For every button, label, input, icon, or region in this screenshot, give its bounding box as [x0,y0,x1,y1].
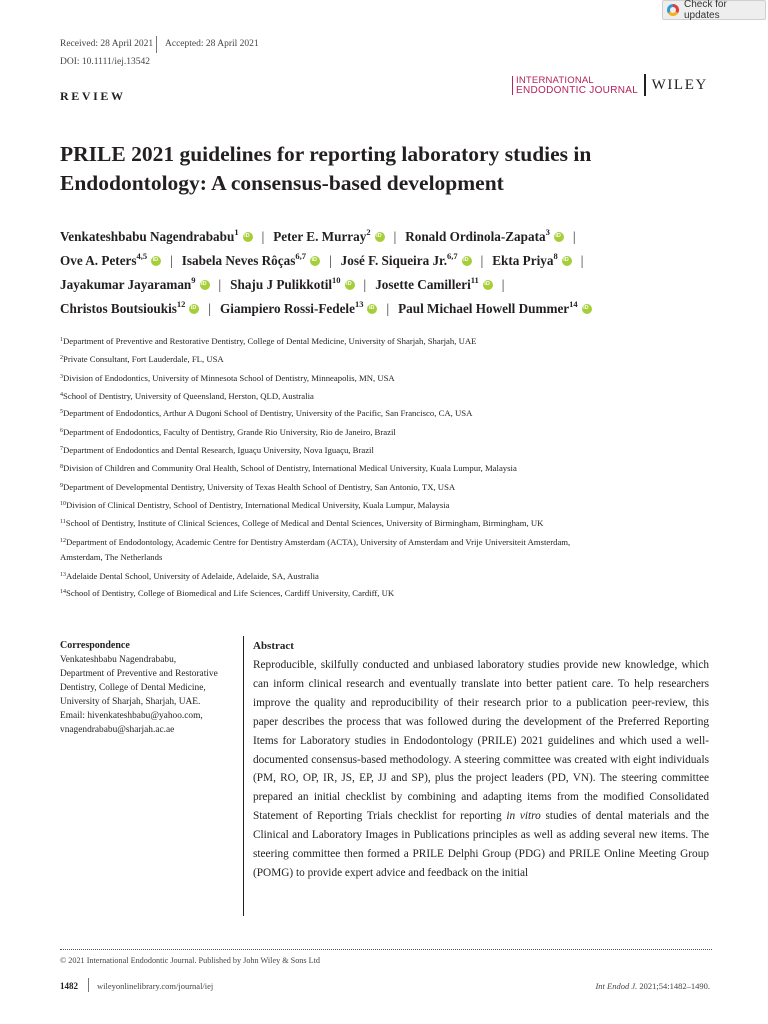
orcid-icon[interactable] [345,280,355,290]
author-affiliation-ref: 2 [366,227,371,237]
affiliation-number: 5 [60,409,63,415]
author-name[interactable]: José F. Siqueira Jr. [340,253,447,268]
correspondence-line: University of Sharjah, Sharjah, UAE. [60,697,201,707]
affiliation-number: 14 [60,589,66,595]
affiliation-number: 2 [60,355,63,361]
orcid-icon[interactable] [462,256,472,266]
orcid-icon[interactable] [151,256,161,266]
author-affiliation-ref: 14 [569,299,578,309]
page-number: 1482 [60,981,78,991]
author-name[interactable]: Venkateshbabu Nagendrababu [60,229,235,244]
doi[interactable]: DOI: 10.1111/iej.13542 [60,57,150,67]
correspondence-heading: Correspondence [60,640,130,651]
citation-journal: Int Endod J. [595,981,638,991]
affiliation [60,354,224,364]
received-date: Received: 28 April 2021 [60,39,154,49]
affiliation-text: Private Consultant, Fort Lauderdale, FL, USA [63,354,224,364]
author-name[interactable]: Christos Boutsioukis [60,301,177,316]
affiliation-number: 7 [60,446,63,452]
publisher-logo: WILEY [651,76,708,93]
affiliation-text: Department of Endodontics, Faculty of Dentistry, Grande Rio University, Rio de Janeiro, Brazil [63,427,396,437]
affiliation [60,373,395,383]
affiliation [60,588,394,598]
author-affiliation-ref: 9 [191,275,196,285]
affiliation [60,408,472,418]
affiliation-number: 11 [60,519,66,525]
affiliation-text: Department of Endodontology, Academic Centre for Dentistry Amsterdam (ACTA), University of Amsterdam and Vrije Universiteit Amsterdam, [66,537,571,547]
orcid-icon[interactable] [375,232,385,242]
footer-divider [88,978,89,992]
author-affiliation-ref: 11 [470,275,479,285]
abstract-rule [243,636,244,916]
author-name[interactable]: Peter E. Murray [273,229,367,244]
author-affiliation-ref: 13 [354,299,364,309]
affiliation-number: 9 [60,483,63,489]
affiliation-number: 6 [60,428,63,434]
correspondence-line: Department of Preventive and Restorative [60,669,218,679]
orcid-icon[interactable] [582,304,592,314]
author-affiliation-ref: 3 [545,227,550,237]
orcid-icon[interactable] [310,256,320,266]
correspondence-email[interactable]: Email: hivenkateshbabu@yahoo.com, [60,711,203,721]
affiliation [60,463,517,473]
orcid-icon[interactable] [562,256,572,266]
author-name[interactable]: Josette Camilleri [375,277,471,292]
affiliation [60,571,319,581]
citation [595,981,710,991]
article-title: PRILE 2021 guidelines for reporting laboratory studies in Endodontology: A consensus-based development [60,142,592,195]
journal-name-line2: ENDODONTIC JOURNAL [516,84,639,96]
affiliation [60,537,570,547]
author-name[interactable]: Ekta Priya [492,253,554,268]
affiliation-text: Department of Preventive and Restorative Dentistry, College of Dental Medicine, University of Sharjah, Sharjah, UAE [63,336,477,346]
affiliation-text: School of Dentistry, College of Biomedical and Life Sciences, Cardiff University, Cardiff, UK [66,588,395,598]
affiliation-text: Adelaide Dental School, University of Adelaide, Adelaide, SA, Australia [66,571,319,581]
affiliation-number: 3 [60,374,63,380]
check-for-updates-label: Check for updates [683,0,727,21]
affiliation-text: School of Dentistry, University of Queensland, Herston, QLD, Australia [63,391,314,401]
author-name[interactable]: Ronald Ordinola-Zapata [405,229,546,244]
journal-name [512,76,638,95]
author-name[interactable]: Shaju J Pulikkotil [230,277,333,292]
abstract-heading: Abstract [253,640,294,652]
affiliation-number: 4 [60,392,63,398]
affiliation-text: Department of Endodontics and Dental Research, Iguaçu University, Nova Iguaçu, Brazil [63,445,374,455]
affiliation [60,482,455,492]
affiliation-text: Department of Developmental Dentistry, University of Texas Health School of Dentistry, San Antonio, TX, USA [63,482,456,492]
journal-name-line1: INTERNATIONAL [516,74,594,86]
affiliation-number: 13 [60,572,66,578]
journal-website-link[interactable]: wileyonlinelibrary.com/journal/iej [97,981,214,991]
correspondence-email[interactable]: vnagendrababu@sharjah.ac.ae [60,725,175,735]
citation-details: 2021;54:1482–1490. [637,981,710,991]
section-label: REVIEW [60,89,126,103]
abstract-body [253,656,709,883]
accepted-date: Accepted: 28 April 2021 [165,39,259,49]
author-line: Jayakumar Jayaraman$^9$iD | Shaju J Pulikkotil$^{10}$iD | Josette Camilleri$^{11}$iD | [60,277,513,293]
affiliation-continued: Amsterdam, The Netherlands [60,552,163,562]
affiliation-text: Division of Children and Community Oral Health, School of Dentistry, International Medical University, Kuala Lumpur, Malaysia [63,463,517,473]
affiliation-number: 8 [60,464,63,470]
affiliation [60,391,314,401]
affiliation-text: Division of Clinical Dentistry, School of Dentistry, International Medical University, Kuala Lumpur, Malaysia [66,500,450,510]
orcid-icon[interactable] [189,304,199,314]
affiliation-number: 10 [60,501,66,507]
author-name[interactable]: Jayakumar Jayaraman [60,277,192,292]
affiliation [60,518,543,528]
author-name[interactable]: Giampiero Rossi-Fedele [220,301,355,316]
correspondence-line: Dentistry, College of Dental Medicine, [60,683,206,693]
abstract-italic: in vitro [506,810,541,823]
affiliation [60,445,374,455]
affiliation [60,427,396,437]
logo-divider [644,74,646,96]
meta-divider [156,36,157,53]
orcid-icon[interactable] [367,304,377,314]
orcid-icon[interactable] [200,280,210,290]
orcid-icon[interactable] [554,232,564,242]
copyright: © 2021 International Endodontic Journal. Published by John Wiley & Sons Ltd [60,956,320,965]
author-line: Christos Boutsioukis$^{12}$iD | Giampiero Rossi-Fedele$^{13}$iD | Paul Michael Howell Dummer$^{14}$iD [60,301,592,317]
orcid-icon[interactable] [483,280,493,290]
author-affiliation-ref: 6,7 [295,251,306,261]
author-affiliation-ref: 8 [553,251,558,261]
correspondence-line: Venkateshbabu Nagendrababu, [60,655,177,665]
author-affiliation-ref: 12 [176,299,186,309]
abstract-text: studies of dental materials and the Clinical and Laboratory Images in Publications principles as well as adding several new items. The steering committee then formed a PRILE Delphi Group (PDG) and PRILE Online Meeting Group (POMG) to provide expert advice and feedback on the initial [253,810,709,879]
author-line: Ove A. Peters$^{4,5}$iD | Isabela Neves Rôças$^{6,7}$iD | José F. Siqueira Jr.$^{6,7}$iD | Ekta Priya$^8$iD | [60,253,592,269]
affiliation [60,336,476,346]
journal-logo [512,72,708,98]
author-affiliation-ref: 6,7 [447,251,458,261]
orcid-icon[interactable] [243,232,253,242]
check-for-updates-button[interactable] [662,0,766,20]
footer-rule [60,949,712,950]
author-name[interactable]: Ove A. Peters [60,253,137,268]
affiliation-text: Department of Endodontics, Arthur A Dugoni School of Dentistry, University of the Pacific, San Francisco, CA, USA [63,408,473,418]
author-affiliation-ref: 10 [332,275,341,285]
author-line: Venkateshbabu Nagendrababu$^1$iD | Peter E. Murray$^2$iD | Ronald Ordinola-Zapata$^3$iD | [60,229,584,245]
author-affiliation-ref: 4,5 [136,251,148,261]
affiliation-text: Division of Endodontics, University of Minnesota School of Dentistry, Minneapolis, MN, USA [63,373,395,383]
author-name[interactable]: Paul Michael Howell Dummer [398,301,570,316]
affiliation [60,500,450,510]
affiliation-number: 12 [60,538,66,544]
crossmark-icon [667,4,679,16]
abstract-text: Reproducible, skilfully conducted and unbiased laboratory studies provide new knowledge, which can inform clinical research and eventually translate into better patient care. To help researchers improve the quality and reproducibility of their research prior to a publication peer-review, this paper describes the process that was followed during the development of the Preferred Reporting Items for Laboratory studies in Endodontology (PRILE) 2021 guidelines and which used a well-documented consensus-based methodology. A steering committee was created with eight individuals (PM, RO, OP, IR, JS, EP, JJ and SP), plus the project leaders (PD, VN). The steering committee prepared an initial checklist by combining and adapting items from the modified Consolidated Statement of Reporting Trials checklist for reporting [253,659,709,823]
affiliation-number: 1 [60,337,63,343]
author-name[interactable]: Isabela Neves Rôças [181,253,296,268]
author-affiliation-ref: 1 [234,227,239,237]
affiliation-text: School of Dentistry, Institute of Clinical Sciences, College of Medical and Dental Sciences, University of Birmingham, Birmingham, UK [65,518,544,528]
